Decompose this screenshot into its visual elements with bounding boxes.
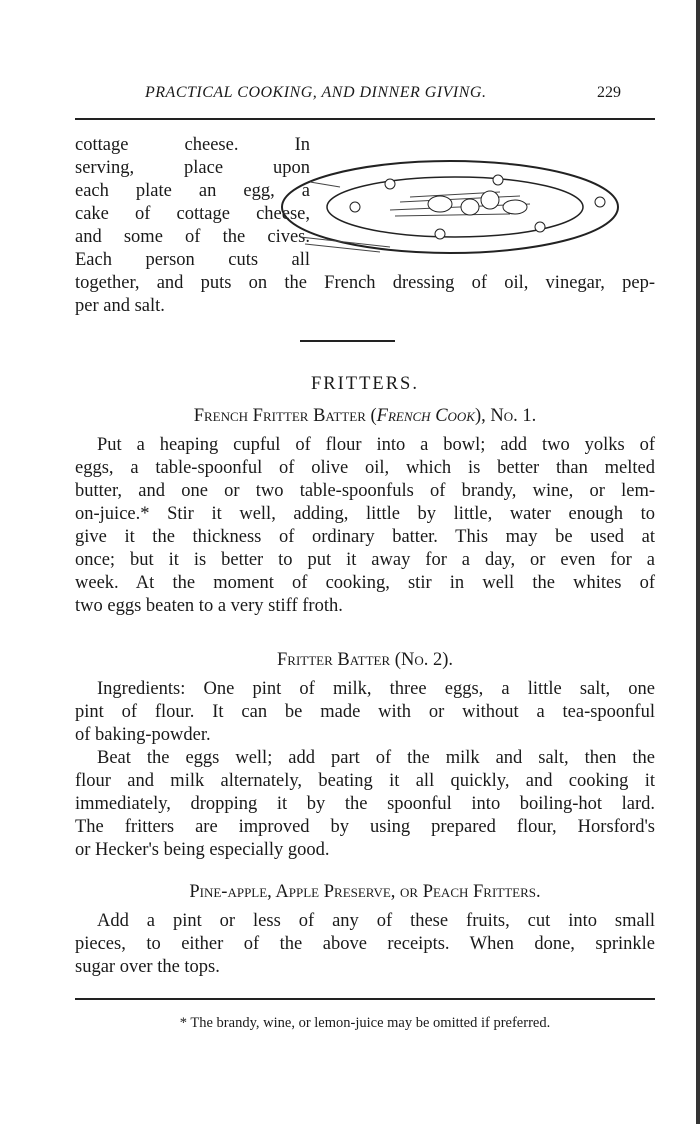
text-line: Beat the eggs well; add part of the milk and salt, then the <box>97 748 655 768</box>
text-line: per and salt. <box>75 296 165 316</box>
page-edge <box>696 0 700 1124</box>
text-line: butter, and one or two table-spoonfuls of brandy, wine, or lem- <box>75 481 655 501</box>
footnote: * The brandy, wine, or lemon-juice may be omitted if preferred. <box>179 1015 551 1031</box>
text-line: immediately, dropping it by the spoonful into boiling-hot lard. <box>75 794 655 814</box>
recipe-title <box>75 406 655 427</box>
running-title: PRACTICAL COOKING, AND DINNER GIVING. <box>145 84 487 101</box>
text-line: together, and puts on the French dressing of oil, vinegar, pep- <box>75 273 655 293</box>
text-line: week. At the moment of cooking, stir in well the whites of <box>75 573 655 593</box>
text-line: once; but it is better to put it away for a day, or even for a <box>75 550 655 570</box>
section-title: FRITTERS. <box>311 374 419 394</box>
title-text: French Fritter Batter ( <box>193 406 377 426</box>
text-line: each plate an egg, a <box>75 181 310 201</box>
text-line: pieces, to either of the above receipts. When done, sprinkle <box>75 934 655 954</box>
recipe-title: Fritter Batter (No. 2). <box>276 650 453 670</box>
text-line: cottage cheese. In <box>75 135 310 155</box>
text-line: Each person cuts all <box>75 250 310 270</box>
text-line: Put a heaping cupful of flour into a bowl; add two yolks of <box>97 435 655 455</box>
text-line: two eggs beaten to a very stiff froth. <box>75 596 343 616</box>
text-line: eggs, a table-spoonful of olive oil, which is better than melted <box>75 458 655 478</box>
header-rule <box>75 118 655 120</box>
text-line: of baking-powder. <box>75 725 211 745</box>
plate-illustration <box>270 152 645 272</box>
text-line: and some of the cives. <box>75 227 310 247</box>
text-line: or Hecker's being especially good. <box>75 840 330 860</box>
text-line: Ingredients: One pint of milk, three eggs, a little salt, one <box>97 679 655 699</box>
text-line: The fritters are improved by using prepared flour, Horsford's <box>75 817 655 837</box>
page-number: 229 <box>597 84 621 101</box>
title-text: ), No. 1. <box>474 406 537 426</box>
text-line: on-juice.* Stir it well, adding, little by little, water enough to <box>75 504 655 524</box>
recipe-title: Pine-apple, Apple Preserve, or Peach Fritters. <box>189 882 541 902</box>
title-italic: French Cook <box>376 406 475 426</box>
text-line: give it the thickness of ordinary batter. This may be used at <box>75 527 655 547</box>
footnote-rule <box>75 998 655 1000</box>
text-line: Add a pint or less of any of these fruits, cut into small <box>97 911 655 931</box>
text-line: flour and milk alternately, beating it all quickly, and cooking it <box>75 771 655 791</box>
text-line: serving, place upon <box>75 158 310 178</box>
section-divider <box>300 340 395 342</box>
text-line: pint of flour. It can be made with or without a tea-spoonful <box>75 702 655 722</box>
text-line: sugar over the tops. <box>75 957 220 977</box>
text-line: cake of cottage cheese, <box>75 204 310 224</box>
